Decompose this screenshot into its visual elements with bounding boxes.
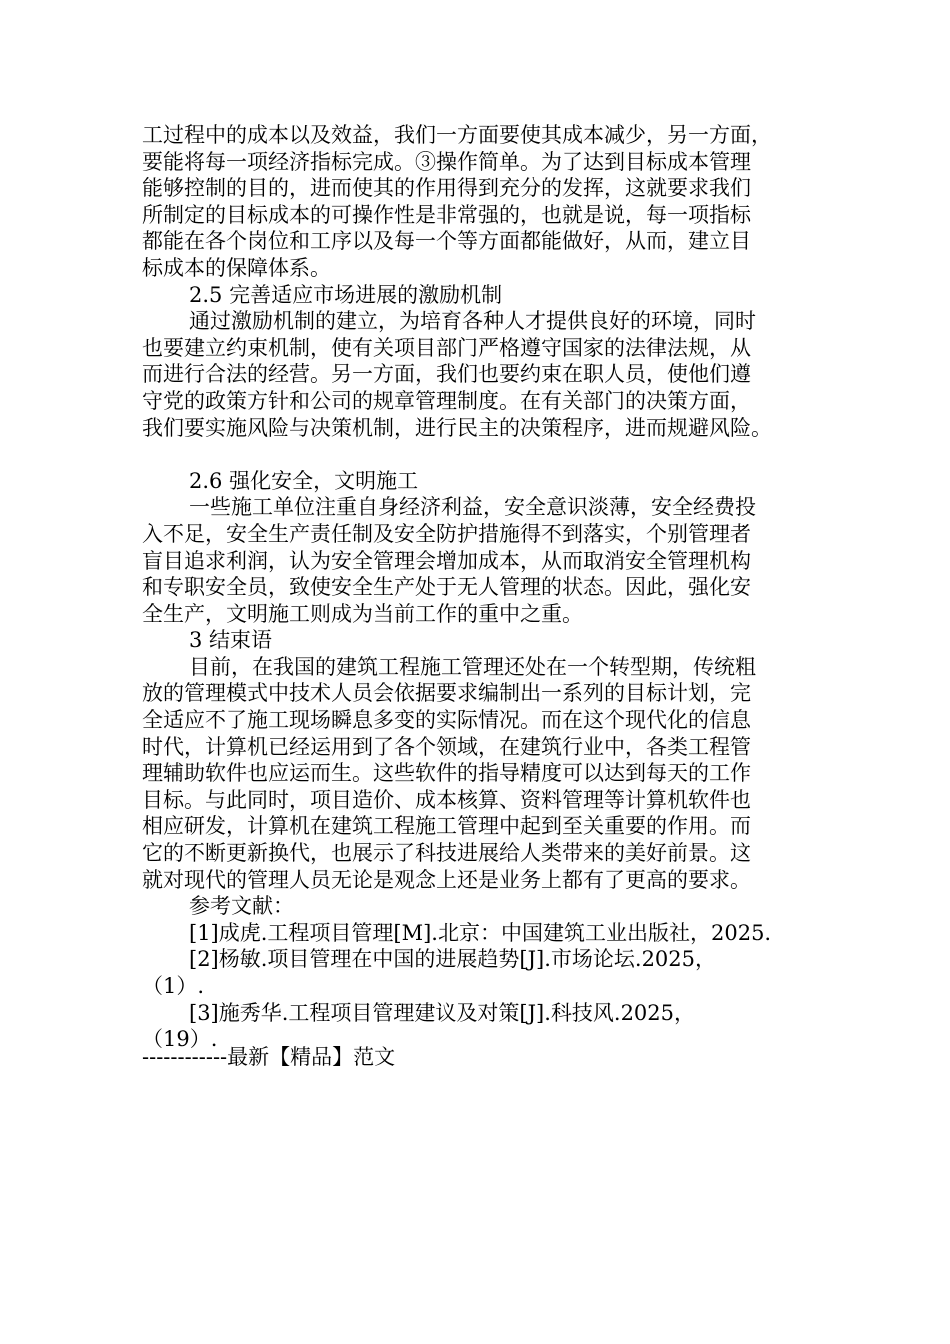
- text-line: 也要建立约束机制，使有关项目部门严格遵守国家的法律法规，从: [142, 335, 751, 360]
- reference-item: [2]杨敏.项目管理在中国的进展趋势[J].市场论坛.2025，: [189, 947, 717, 972]
- text-line: 全生产，文明施工则成为当前工作的重中之重。: [142, 601, 583, 626]
- text-line: 放的管理模式中技术人员会依据要求编制出一系列的目标计划，完: [142, 681, 751, 706]
- text-line: 而进行合法的经营。另一方面，我们也要约束在职人员，使他们遵: [142, 362, 751, 387]
- references-section: [142, 893, 807, 1053]
- paragraph-target-cost: [142, 122, 807, 282]
- text-line: 所制定的目标成本的可操作性是非常强的，也就是说，每一项指标: [142, 202, 751, 227]
- section-heading-2-6: 2.6 强化安全，文明施工: [189, 468, 419, 493]
- text-line: 能够控制的目的，进而使其的作用得到充分的发挥，这就要求我们: [142, 176, 751, 201]
- text-line: 工过程中的成本以及效益，我们一方面要使其成本减少，另一方面，: [142, 123, 772, 147]
- reference-item-continuation: （19）.: [142, 1027, 218, 1052]
- text-line: 都能在各个岗位和工序以及每一个等方面都能做好，从而，建立目: [142, 229, 751, 254]
- section-heading-3: 3 结束语: [189, 628, 273, 653]
- section-heading-2-5: 2.5 完善适应市场进展的激励机制: [189, 282, 503, 307]
- text-line: 目标。与此同时，项目造价、成本核算、资料管理等计算机软件也: [142, 787, 751, 812]
- text-line: 它的不断更新换代，也展示了科技进展给人类带来的美好前景。这: [142, 841, 751, 866]
- text-line: 理辅助软件也应运而生。这些软件的指导精度可以达到每天的工作: [142, 761, 751, 786]
- paragraph-incentive-mechanism: [142, 308, 807, 441]
- text-line: 时代，计算机已经运用到了各个领域，在建筑行业中，各类工程管: [142, 734, 751, 759]
- reference-item-continuation: （1）.: [142, 974, 205, 998]
- paragraph-conclusion: [142, 654, 807, 893]
- text-line: 盲目追求利润，认为安全管理会增加成本，从而取消安全管理机构: [142, 548, 751, 573]
- text-line: 入不足，安全生产责任制及安全防护措施得不到落实，个别管理者: [142, 521, 751, 546]
- text-line: 全适应不了施工现场瞬息多变的实际情况。而在这个现代化的信息: [142, 708, 751, 733]
- text-line: 标成本的保障体系。: [142, 255, 331, 280]
- text-line: 和专职安全员，致使安全生产处于无人管理的状态。因此，强化安: [142, 575, 751, 600]
- text-line: 一些施工单位注重自身经济利益，安全意识淡薄，安全经费投: [189, 495, 756, 520]
- text-line: 目前，在我国的建筑工程施工管理还处在一个转型期，传统粗: [189, 654, 756, 679]
- text-line: 通过激励机制的建立，为培育各种人才提供良好的环境，同时: [189, 309, 756, 334]
- reference-item: [1]成虎.工程项目管理[M].北京：中国建筑工业出版社，2025.: [189, 920, 772, 945]
- paragraph-safety: [142, 494, 807, 627]
- text-line: 要能将每一项经济指标完成。③操作简单。为了达到目标成本管理: [142, 149, 751, 174]
- reference-item: [3]施秀华.工程项目管理建议及对策[J].科技风.2025，: [189, 1000, 696, 1025]
- document-body: [142, 122, 807, 1053]
- text-line: 就对现代的管理人员无论是观念上还是业务上都有了更高的要求。: [142, 867, 751, 892]
- references-heading: 参考文献：: [189, 894, 294, 919]
- footer-label: ------------最新【精品】范文: [142, 1045, 396, 1069]
- text-line: 守党的政策方针和公司的规章管理制度。在有关部门的决策方面，: [142, 388, 751, 413]
- text-line: 相应研发，计算机在建筑工程施工管理中起到至关重要的作用。而: [142, 814, 751, 839]
- text-line: 我们要实施风险与决策机制，进行民主的决策程序，进而规避风险。: [142, 415, 772, 440]
- blank-line: [142, 441, 807, 468]
